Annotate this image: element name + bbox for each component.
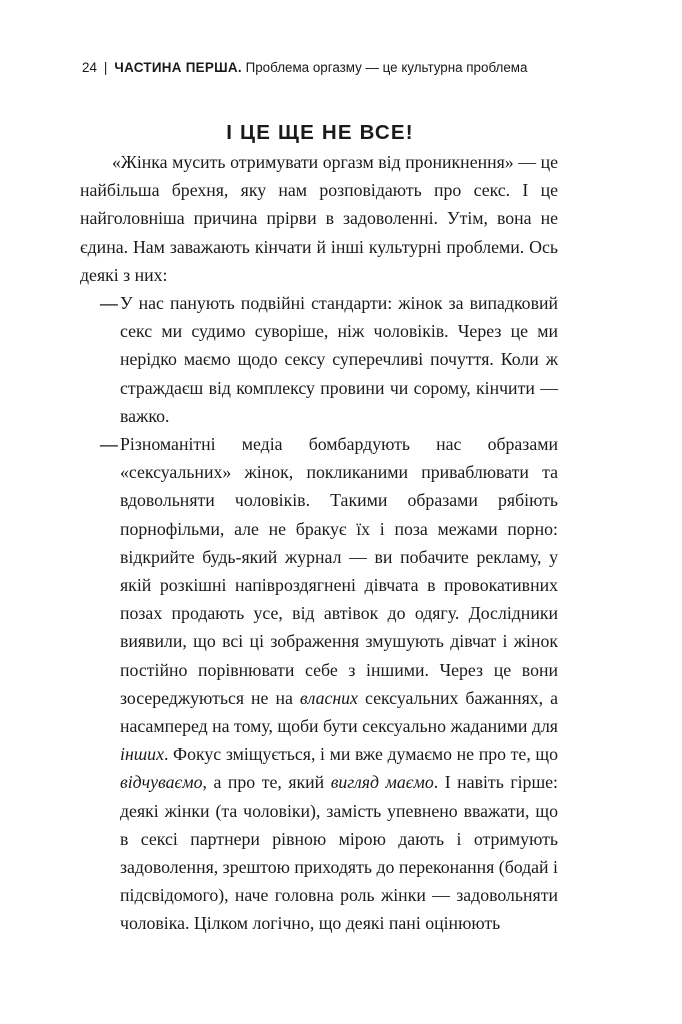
bullet-text-part: . І навіть гірше: деякі жінки (та чоловіки), замість упевнено вважати, що в сексі партнери рівною мірою дають і отримують задоволення, зрештою приходять до переконання (бодай і підсвідомого), наче головна роль жінки — задовольняти чоловіка. Цілком логічно, що деякі пані оцінюють (120, 772, 558, 934)
bullet-item-media (80, 430, 558, 938)
bullet-list (80, 289, 558, 938)
bullet-dash: — (100, 293, 118, 314)
part-label: ЧАСТИНА ПЕРША. (114, 60, 242, 75)
bullet-text: У нас панують подвійні стандарти: жінок за випадковий секс ми судимо суворіше, ніж чоловіків. Через це ми нерідко маємо щодо сексу суперечливі почуття. Коли ж страждаєш від комплексу провини чи сорому, кінчити — важко. (120, 293, 558, 426)
body-text (80, 148, 558, 938)
bullet-text-part: . Фокус зміщується, і ми вже думаємо не про те, що (163, 744, 558, 765)
section-heading: І ЦЕ ЩЕ НЕ ВСЕ! (226, 121, 414, 144)
intro-paragraph: «Жінка мусить отримувати оргазм від проникнення» — це найбільша брехня, яку нам розповідають про секс. І це найголовніша причина прірви в задоволенні. Утім, вона не єдина. Нам заважають кінчати й інші культурні проблеми. Ось деякі з них: (80, 152, 558, 285)
bullet-item-double-standards (80, 289, 558, 430)
chapter-title: Проблема оргазму — це культурна проблема (245, 60, 528, 75)
italic-emphasis: інших (120, 744, 164, 765)
bullet-dash: — (100, 434, 118, 455)
italic-emphasis: власних (299, 687, 358, 708)
bullet-text-part: Різноманітні медіа бомбардують нас образами «сексуальних» жінок, покликаними приваблювати та вдовольняти чоловіків. Такими образами рябіють порнофільми, але не бракує їх і поза межами порно: відкрийте будь-який журнал — ви побачите рекламу, у якій розкішні напівроздягнені дівчата в провокативних позах продають усе, від автівок до одягу. Дослідники виявили, що всі ці зображення змушують дівчат і жінок постійно порівнювати себе з іншими. Через це вони зосереджуються не на (120, 434, 558, 708)
bullet-text-part: сексуальних бажаннях, а насамперед на тому, щоби бути сексуально жаданими для (120, 687, 558, 737)
header-separator: | (103, 60, 108, 75)
bullet-text-part: , а про те, який (202, 772, 331, 793)
italic-emphasis: вигляд маємо (330, 772, 434, 793)
page-number: 24 (82, 60, 97, 75)
running-header (82, 60, 602, 75)
italic-emphasis: відчуваємо (120, 772, 203, 793)
